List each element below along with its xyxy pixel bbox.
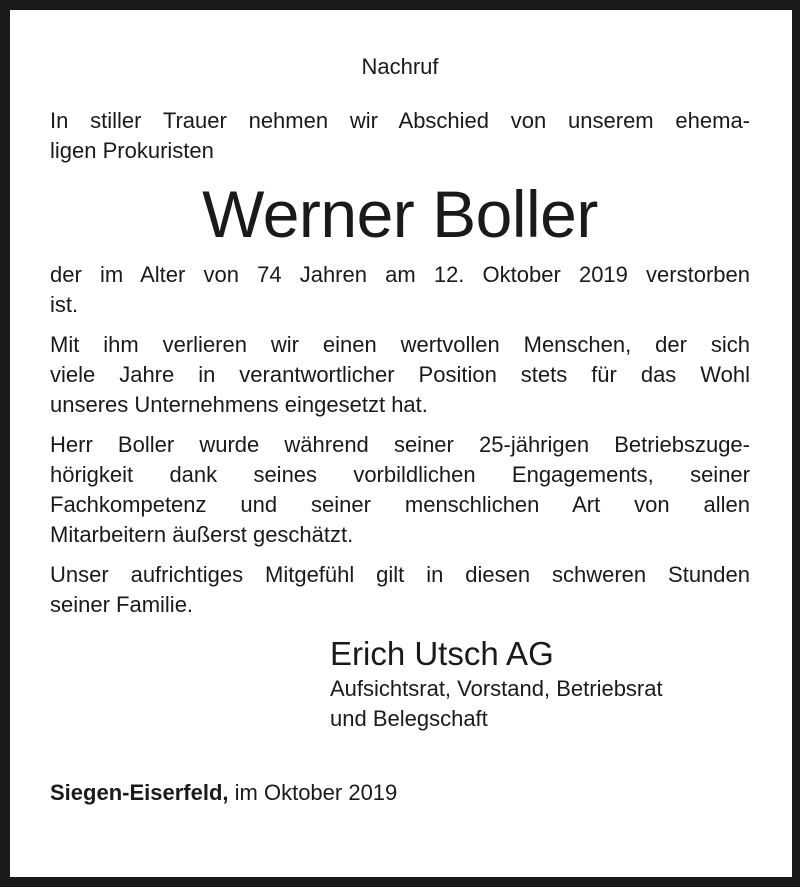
career-line-4: Mitarbeitern äußerst geschätzt. bbox=[50, 522, 354, 547]
company-sub-line-1: Aufsichtsrat, Vorstand, Betriebsrat bbox=[330, 676, 663, 701]
company-name: Erich Utsch AG bbox=[330, 635, 554, 672]
obituary-notice bbox=[50, 52, 750, 808]
tribute-line-3: unseres Unternehmens eingesetzt hat. bbox=[50, 392, 428, 417]
condolence-paragraph bbox=[50, 560, 750, 620]
career-line-2: hörigkeit dank seines vorbildlichen Engagements, seiner bbox=[50, 462, 750, 487]
death-paragraph bbox=[50, 260, 750, 320]
tribute-line-1: Mit ihm verlieren wir einen wertvollen Menschen, der sich bbox=[50, 332, 750, 357]
notice-heading: Nachruf bbox=[361, 54, 439, 79]
signature-block bbox=[330, 634, 750, 734]
intro-line-2: ligen Prokuristen bbox=[50, 138, 214, 163]
deceased-name: Werner Boller bbox=[202, 177, 598, 251]
intro-line-1: In stiller Trauer nehmen wir Abschied von unserem ehema- bbox=[50, 108, 750, 133]
intro-paragraph bbox=[50, 106, 750, 166]
condolence-line-2: seiner Familie. bbox=[50, 592, 194, 617]
place: Siegen-Eiserfeld, bbox=[50, 780, 229, 805]
death-line-1: der im Alter von 74 Jahren am 12. Oktober 2019 verstorben bbox=[50, 262, 750, 287]
tribute-line-2: viele Jahre in verantwortlicher Position stets für das Wohl bbox=[50, 362, 750, 387]
career-line-3: Fachkompetenz und seiner menschlichen Art von allen bbox=[50, 492, 750, 517]
place-date-line bbox=[50, 778, 750, 808]
condolence-line-1: Unser aufrichtiges Mitgefühl gilt in diesen schweren Stunden bbox=[50, 562, 750, 587]
company-sub-line-2: und Belegschaft bbox=[330, 706, 488, 731]
career-line-1: Herr Boller wurde während seiner 25-jährigen Betriebszuge- bbox=[50, 432, 750, 457]
tribute-paragraph bbox=[50, 330, 750, 420]
career-paragraph bbox=[50, 430, 750, 550]
date: im Oktober 2019 bbox=[234, 780, 398, 805]
death-line-2: ist. bbox=[50, 292, 79, 317]
